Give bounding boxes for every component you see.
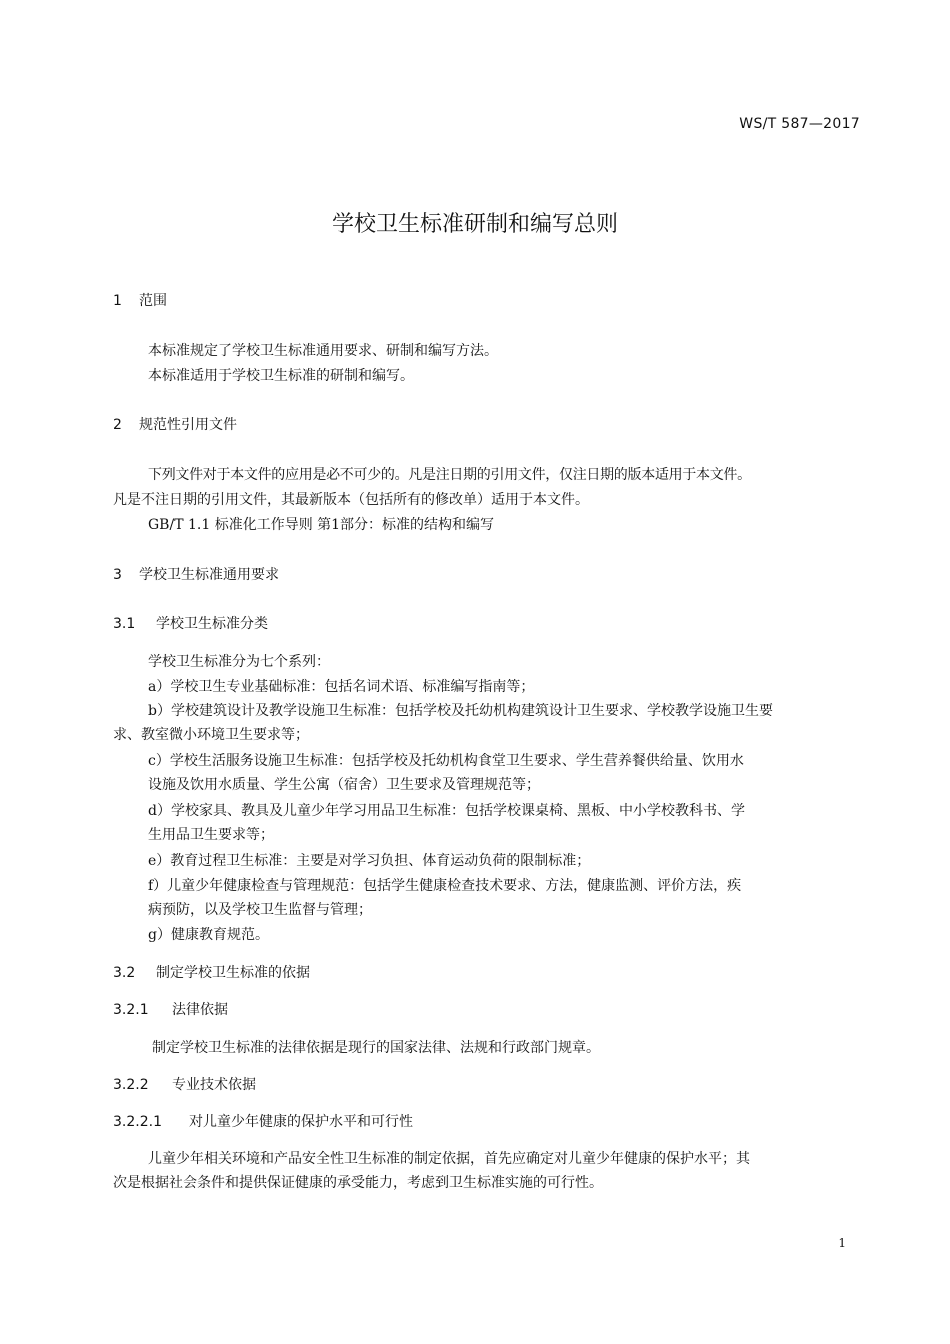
section-number: 2 — [113, 417, 122, 433]
subsection-3-2-1-heading — [113, 999, 228, 1019]
paragraph-line: 凡是不注日期的引用文件，其最新版本（包括所有的修改单）适用于本文件。 — [113, 492, 589, 508]
section-title: 学校卫生标准通用要求 — [139, 567, 279, 583]
list-item-continuation: 求、教室微小环境卫生要求等； — [113, 727, 309, 743]
section-number: 1 — [113, 293, 122, 309]
section-number: 3.2 — [113, 965, 136, 981]
page-number: 1 — [838, 1236, 846, 1250]
subsection-3-2-2-1-heading — [113, 1111, 413, 1131]
paragraph-line: 次是根据社会条件和提供保证健康的承受能力，考虑到卫生标准实施的可行性。 — [113, 1175, 603, 1191]
section-number: 3 — [113, 567, 122, 583]
section-number: 3.2.2 — [113, 1077, 149, 1093]
section-title: 制定学校卫生标准的依据 — [156, 965, 310, 981]
list-item: d）学校家具、教具及儿童少年学习用品卫生标准：包括学校课桌椅、黑板、中小学校教科书、学 — [148, 803, 745, 819]
paragraph: 本标准规定了学校卫生标准通用要求、研制和编写方法。 — [148, 343, 498, 359]
document-title: 学校卫生标准研制和编写总则 — [331, 212, 618, 237]
section-title: 对儿童少年健康的保护水平和可行性 — [189, 1114, 413, 1130]
section-2-heading — [113, 414, 237, 434]
section-3-heading — [113, 564, 279, 584]
paragraph-line: 儿童少年相关环境和产品安全性卫生标准的制定依据，首先应确定对儿童少年健康的保护水平；其 — [148, 1151, 750, 1167]
subsection-3-1-heading — [113, 613, 268, 633]
section-number: 3.2.2.1 — [113, 1114, 162, 1130]
list-item: a）学校卫生专业基础标准：包括名词术语、标准编写指南等； — [148, 679, 535, 695]
list-item: f）儿童少年健康检查与管理规范：包括学生健康检查技术要求、方法，健康监测、评价方法，疾 — [148, 878, 742, 894]
section-title: 规范性引用文件 — [139, 417, 237, 433]
list-item-continuation: 生用品卫生要求等； — [148, 827, 274, 843]
list-item: e）教育过程卫生标准：主要是对学习负担、体育运动负荷的限制标准； — [148, 853, 591, 869]
section-title: 范围 — [139, 293, 167, 309]
section-title: 学校卫生标准分类 — [156, 616, 268, 632]
paragraph: 本标准适用于学校卫生标准的研制和编写。 — [148, 368, 414, 384]
section-title: 法律依据 — [172, 1002, 228, 1018]
list-item: c）学校生活服务设施卫生标准：包括学校及托幼机构食堂卫生要求、学生营养餐供给量、饮用水 — [148, 753, 744, 769]
subsection-3-2-heading — [113, 962, 310, 982]
list-item-continuation: 设施及饮用水质量、学生公寓（宿舍）卫生要求及管理规范等； — [148, 777, 540, 793]
list-item-continuation: 病预防，以及学校卫生监督与管理； — [148, 902, 372, 918]
paragraph: 制定学校卫生标准的法律依据是现行的国家法律、法规和行政部门规章。 — [152, 1040, 600, 1056]
subsection-3-2-2-heading — [113, 1074, 256, 1094]
list-item: b）学校建筑设计及教学设施卫生标准：包括学校及托幼机构建筑设计卫生要求、学校教学设施卫生要 — [148, 703, 773, 719]
paragraph: 学校卫生标准分为七个系列： — [148, 654, 330, 670]
section-title: 专业技术依据 — [172, 1077, 256, 1093]
list-item: g）健康教育规范。 — [148, 927, 269, 943]
section-number: 3.1 — [113, 616, 136, 632]
normative-reference: GB/T 1.1 标准化工作导则 第1部分：标准的结构和编写 — [148, 517, 495, 533]
paragraph-line: 下列文件对于本文件的应用是必不可少的。凡是注日期的引用文件，仅注日期的版本适用于本文件。 — [148, 467, 751, 483]
standard-code: WS/T 587—2017 — [739, 116, 860, 132]
section-1-heading — [113, 290, 167, 310]
section-number: 3.2.1 — [113, 1002, 149, 1018]
